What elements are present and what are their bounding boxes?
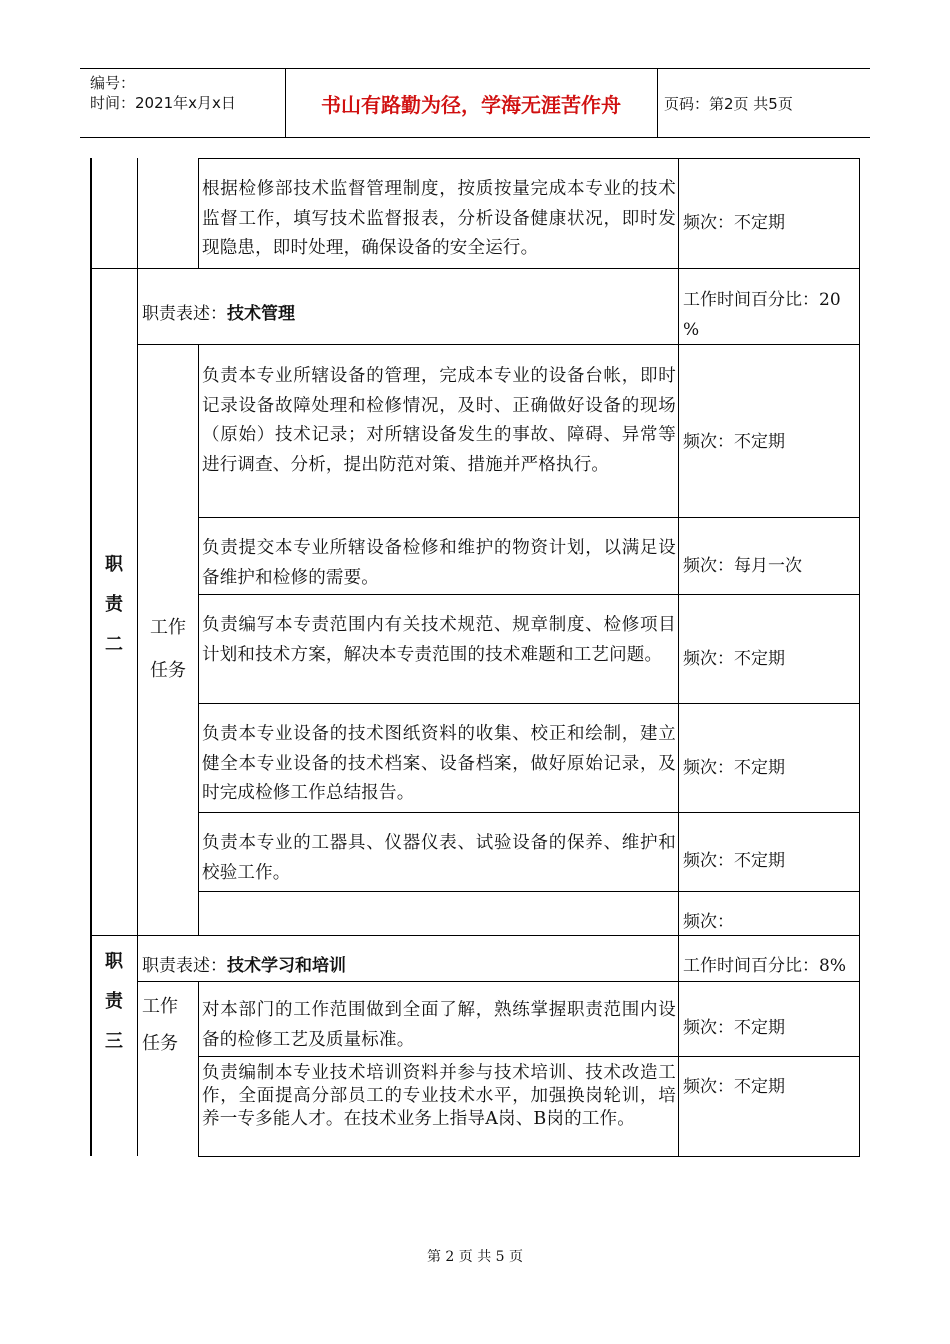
table-border <box>198 703 860 704</box>
table-border <box>859 158 860 1156</box>
table-border <box>198 981 199 1156</box>
duty-description: 职责表述：技术管理 <box>142 304 295 324</box>
task-text: 负责本专业的工器具、仪器仪表、试验设备的保养、维护和校验工作。 <box>202 833 676 883</box>
work-task-label: 工作 任务 <box>150 617 186 681</box>
table-border <box>198 1056 860 1057</box>
work-task-label: 工作 任务 <box>142 996 178 1054</box>
time-label: 时间：2021年x月x日 <box>90 94 236 112</box>
task-text: 负责本专业所辖设备的管理，完成本专业的设备台帐，即时记录设备故障处理和检修情况，及时、正确做好设备的现场（原始）技术记录；对所辖设备发生的事故、障碍、异常等进行调查、分析，提出防范对策、措施并严格执行。 <box>202 366 676 475</box>
page-header <box>80 68 870 138</box>
task-text: 根据检修部技术监督管理制度，按质按量完成本专业的技术监督工作，填写技术监督报表，分析设备健康状况，即时发现隐患，即时处理，确保设备的安全运行。 <box>202 179 676 258</box>
task-frequency: 频次：不定期 <box>683 851 785 871</box>
table-border <box>678 158 679 1156</box>
duty-two-label: 职 责 二 <box>105 554 123 655</box>
task-frequency: 频次：不定期 <box>683 1018 785 1038</box>
table-border <box>198 517 860 518</box>
table-border <box>137 158 138 1156</box>
table-border <box>198 812 860 813</box>
task-text: 负责编制本专业技术培训资料并参与技术培训、技术改造工作，全面提高分部员工的专业技术水平，加强换岗轮训，培养一专多能人才。在技术业务上指导A岗、B岗的工作。 <box>202 1063 676 1129</box>
header-page-label: 页码：第2页 共5页 <box>664 94 793 113</box>
task-text: 负责编写本专责范围内有关技术规范、规章制度、检修项目计划和技术方案，解决本专责范围的技术难题和工艺问题。 <box>202 615 676 665</box>
table-border <box>90 935 860 936</box>
table-border <box>198 344 199 935</box>
header-meta <box>90 73 236 113</box>
duty-title: 技术管理 <box>227 304 295 324</box>
page-footer: 第 2 页 共 5 页 <box>426 1249 524 1265</box>
duty-title: 技术学习和培训 <box>227 956 346 976</box>
duty-three-label: 职 责 三 <box>105 951 123 1052</box>
task-frequency: 频次：不定期 <box>683 432 785 452</box>
task-frequency: 频次：不定期 <box>683 213 785 233</box>
table-border <box>198 891 860 892</box>
table-border <box>198 594 860 595</box>
table-border <box>198 158 199 268</box>
table-border <box>90 158 92 1156</box>
header-motto: 书山有路勤为径，学海无涯苦作舟 <box>321 92 621 117</box>
work-time-percent: 工作时间百分比：20 % <box>683 290 841 340</box>
duty-description: 职责表述：技术学习和培训 <box>142 956 346 976</box>
task-frequency: 频次：不定期 <box>683 1077 785 1097</box>
table-border <box>90 268 860 269</box>
header-divider <box>657 69 658 137</box>
task-frequency: 频次：每月一次 <box>683 556 802 576</box>
task-frequency: 频次：不定期 <box>683 758 785 778</box>
task-frequency: 频次：不定期 <box>683 649 785 669</box>
table-border <box>198 158 860 159</box>
work-time-percent: 工作时间百分比：8% <box>683 956 846 976</box>
task-text: 负责本专业设备的技术图纸资料的收集、校正和绘制，建立健全本专业设备的技术档案、设备档案，做好原始记录，及时完成检修工作总结报告。 <box>202 724 676 803</box>
serial-label: 编号： <box>90 74 136 92</box>
table-border <box>198 1156 860 1157</box>
table-border <box>137 981 860 982</box>
task-frequency: 频次： <box>683 912 734 932</box>
task-text: 负责提交本专业所辖设备检修和维护的物资计划，以满足设备维护和检修的需要。 <box>202 538 676 588</box>
task-text: 对本部门的工作范围做到全面了解，熟练掌握职责范围内设备的检修工艺及质量标准。 <box>202 1000 676 1050</box>
